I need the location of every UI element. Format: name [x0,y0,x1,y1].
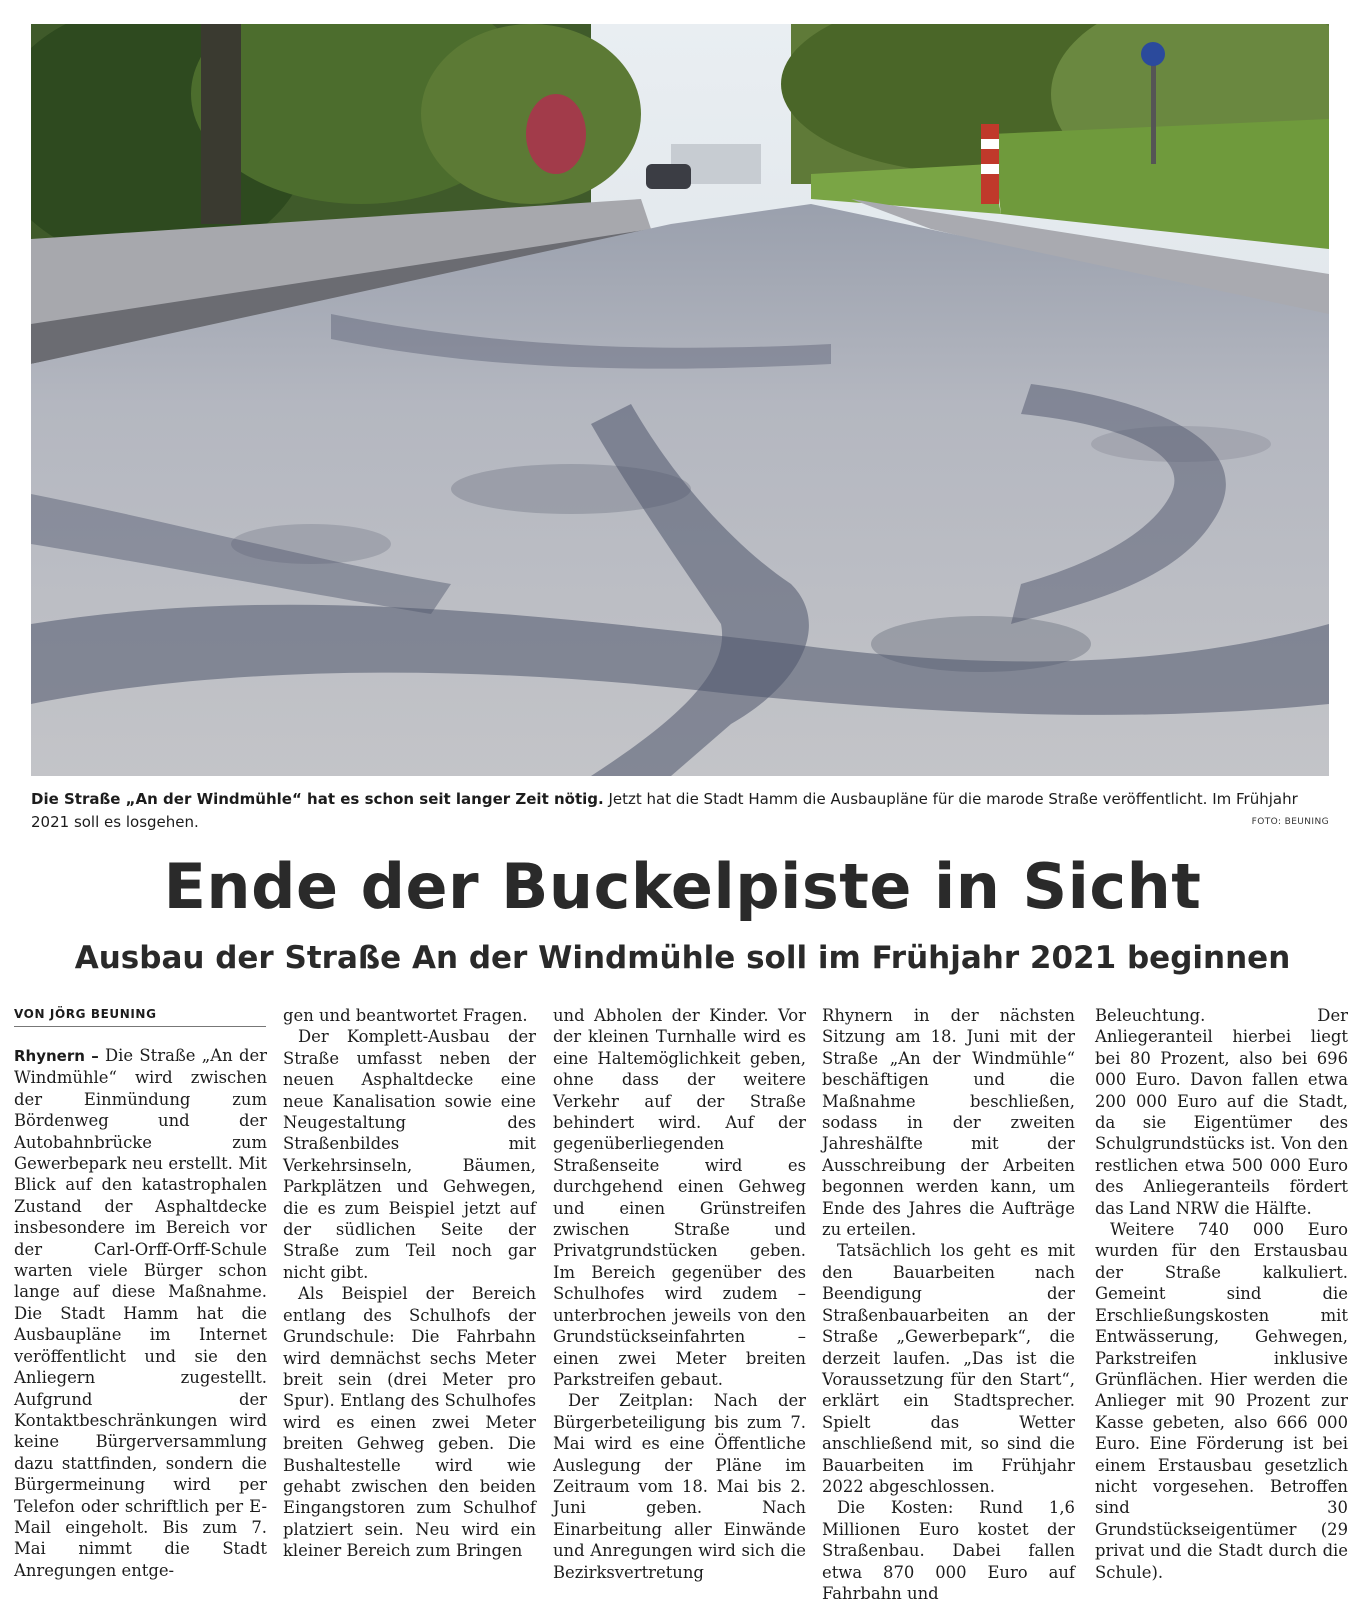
article-column-4 [822,1005,1075,1604]
article-paragraph: Der Komplett-Ausbau der Straße umfasst neben der neuen Asphaltdecke eine neue Kanalisation sowie eine Neugestaltung des Straßenbildes mit Verkehrsinseln, Bäumen, Parkplätzen und Gehwegen, die es zum Beispiel jetzt auf der südlichen Seite der Straße zum Teil noch gar nicht gibt. [283,1027,536,1282]
headline: Ende der Buckelpiste in Sicht [163,850,1202,923]
photo-caption [31,788,1329,834]
caption-text: Jetzt hat die Stadt Hamm die Ausbaupläne für die marode Straße veröffentlicht. Im Frühjahr 2021 soll es losgehen. [31,790,1298,831]
road-photo-illustration [31,24,1329,776]
article-column-3 [553,1005,806,1583]
article-column-5 [1095,1005,1348,1583]
article-paragraph: Die Kosten: Rund 1,6 Millionen Euro kostet der Straßenbau. Dabei fallen etwa 870 000 Euro auf Fahrbahn und [822,1498,1075,1603]
article-paragraph: Rhynern in der nächsten Sitzung am 18. Juni mit der Straße „An der Windmühle“ beschäftigen und die Maßnahme beschließen, sodass in der zweiten Jahreshälfte mit der Ausschreibung der Arbeiten begonnen werden kann, um Ende des Jahres die Aufträge zu erteilen. [822,1006,1075,1240]
article-paragraph: gen und beantwortet Fragen. [283,1006,528,1025]
article-paragraph: Der Zeitplan: Nach der Bürgerbeteiligung bis zum 7. Mai wird es eine Öffentliche Auslegung der Pläne im Zeitraum vom 18. Mai bis 2. Juni geben. Nach Einarbeitung aller Einwände und Anregungen wird sich die Bezirksvertretung [553,1391,806,1582]
subheadline: Ausbau der Straße An der Windmühle soll im Frühjahr 2021 beginnen [74,940,1291,976]
byline: VON JÖRG BEUNING [14,1007,266,1027]
article-column-1 [14,1005,267,1581]
article-paragraph [14,1045,267,1581]
article-paragraph: Beleuchtung. Der Anliegeranteil hierbei liegt bei 80 Prozent, also bei 696 000 Euro. Davon fallen etwa 200 000 Euro auf die Stadt, da sie Eigentümer des Schulgrundstücks ist. Von den restlichen etwa 500 000 Euro des Anliegeranteils fördert das Land NRW die Hälfte. [1095,1006,1348,1218]
dateline: Rhynern – [14,1047,99,1065]
article-paragraph: Tatsächlich los geht es mit den Bauarbeiten nach Beendigung der Straßenbauarbeiten an der Straße „Gewerbepark“, die derzeit laufen. „Das ist die Voraussetzung für den Start“, erklärt ein Stadtsprecher. Spielt das Wetter anschließend mit, so sind die Bauarbeiten im Frühjahr 2022 abgeschlossen. [822,1241,1075,1496]
paragraph-text: Die Straße „An der Windmühle“ wird zwischen der Einmündung zum Bördenweg und der Autobahnbrücke zum Gewerbepark neu erstellt. Mit Blick auf den katastrophalen Zustand der Asphaltdecke insbesondere im Bereich vor der Carl-Orff-Orff-Schule warten viele Bürger schon lange auf diese Maßnahme. Die Stadt Hamm hat die Ausbaupläne im Internet veröffentlicht und sie den Anliegern zugestellt. Aufgrund der Kontaktbeschränkungen wird keine Bürgerversammlung dazu stattfinden, sondern die Bürgermeinung wird per Telefon oder schriftlich per E-Mail eingeholt. Bis zum 7. Mai nimmt die Stadt Anregungen entge- [14,1046,267,1580]
article-paragraph: Weitere 740 000 Euro wurden für den Erstausbau der Straße kalkuliert. Gemeint sind die Erschließungskosten mit Entwässerung, Gehwegen, Parkstreifen inklusive Grünflächen. Hier werden die Anlieger mit 90 Prozent zur Kasse gebeten, also 666 000 Euro. Eine Förderung ist bei einem Erstausbau gesetzlich nicht vorgesehen. Betroffen sind 30 Grundstückseigentümer (29 privat und die Stadt durch die Schule). [1095,1220,1348,1582]
article-photo [31,24,1329,776]
caption-bold: Die Straße „An der Windmühle“ hat es schon seit langer Zeit nötig. [31,790,604,808]
article-paragraph: und Abholen der Kinder. Vor der kleinen Turnhalle wird es eine Haltemöglichkeit geben, ohne dass der weitere Verkehr auf der Straße behindert wird. Auf der gegenüberliegenden Straßenseite wird es durchgehend einen Gehweg und einen Grünstreifen zwischen Straße und Privatgrundstücken geben. Im Bereich gegenüber des Schulhofes wird zudem – unterbrochen jeweils von den Grundstückseinfahrten – einen zwei Meter breiten Parkstreifen gebaut. [553,1006,806,1389]
article-paragraph: Als Beispiel der Bereich entlang des Schulhofs der Grundschule: Die Fahrbahn wird demnächst sechs Meter breit sein (drei Meter pro Spur). Entlang des Schulhofes wird es einen zwei Meter breiten Gehweg geben. Die Bushaltestelle wird wie gehabt zwischen den beiden Eingangstoren zum Schulhof platziert sein. Neu wird ein kleiner Bereich zum Bringen [283,1284,536,1561]
photo-credit: FOTO: BEUNING [1251,817,1329,827]
article-column-2 [283,1005,536,1562]
